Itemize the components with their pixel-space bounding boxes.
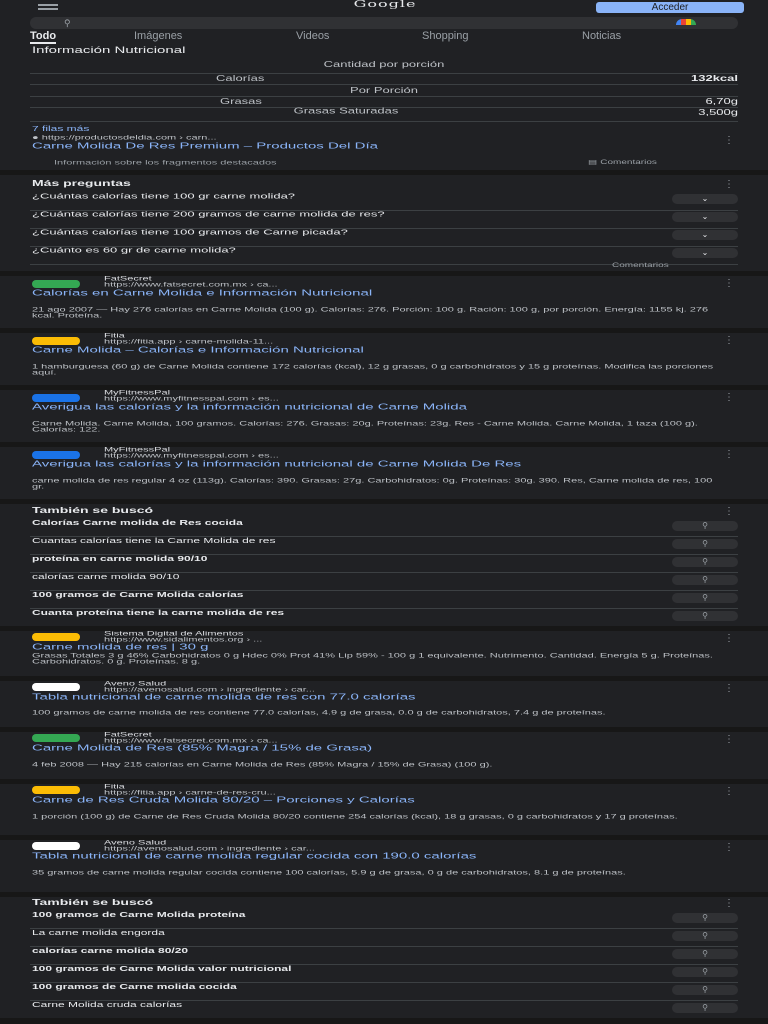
- search-result: [0, 840, 768, 892]
- signin-button[interactable]: Acceder: [596, 2, 744, 13]
- featured-info-link[interactable]: Información sobre los fragmentos destacados: [54, 159, 277, 167]
- result-site[interactable]: MyFitnessPal https://www.myfitnesspal.com › es...: [104, 389, 279, 403]
- result-title[interactable]: Carne Molida de Res (85% Magra / 15% de Grasa): [32, 743, 373, 753]
- result-site[interactable]: Aveno Salud https://avenosalud.com › ingrediente › car...: [104, 839, 315, 853]
- related-search-item[interactable]: La carne molida engorda ⚲: [30, 928, 738, 947]
- search-result: [0, 631, 768, 676]
- menu-icon[interactable]: [38, 4, 58, 10]
- paa-question[interactable]: ¿Cuántas calorías tiene 100 gramos de Carne picada? ⌄: [30, 228, 738, 247]
- result-snippet: Carne Molida. Carne Molida, 100 gramos. Calorías: 276. Grasas: 20g. Proteínas: 23g. Res - Carne Molida. Carne Molida, 1 taza (100 g). Calorías: 122.: [32, 420, 698, 434]
- site-favicon-icon: [32, 786, 80, 794]
- nutrition-row-calories: [30, 74, 738, 85]
- search-result: [0, 276, 768, 328]
- section-separator: [0, 170, 768, 175]
- search-icon: ⚲: [672, 539, 738, 549]
- web-icon: ●: [32, 134, 42, 142]
- related-heading: También se buscó: [32, 505, 154, 515]
- search-icon: ⚲: [672, 1003, 738, 1013]
- result-snippet: carne molida de res regular 4 oz (113g). Calorías: 390. Grasas: 27g. Carbohidratos: 0g. Proteínas: 30g. 390. Res, Carne molida de res, 100 gr.: [32, 477, 713, 491]
- search-icon: ⚲: [672, 557, 738, 567]
- search-tabs: [30, 31, 738, 42]
- search-icon: ⚲: [672, 611, 738, 621]
- nutrition-label: Por Porción: [350, 85, 418, 95]
- result-site[interactable]: Aveno Salud https://avenosalud.com › ingrediente › car...: [104, 680, 315, 694]
- site-favicon-icon: [32, 337, 80, 345]
- chevron-down-icon[interactable]: ⌄: [672, 230, 738, 240]
- search-icon: ⚲: [672, 931, 738, 941]
- site-favicon-icon: [32, 280, 80, 288]
- search-result: [0, 447, 768, 499]
- section-separator: [0, 1018, 768, 1024]
- result-site[interactable]: FatSecret https://www.fatsecret.com.mx › ca...: [104, 275, 278, 289]
- chevron-down-icon[interactable]: ⌄: [672, 212, 738, 222]
- paa-question[interactable]: ¿Cuánto es 60 gr de carne molida? ⌄: [30, 246, 738, 265]
- tab-videos[interactable]: Videos: [296, 30, 330, 42]
- nutrition-value: 6,70g: [705, 96, 738, 106]
- search-icon: ⚲: [672, 967, 738, 977]
- search-icon: ⚲: [672, 985, 738, 995]
- related-search-item[interactable]: 100 gramos de Carne Molida proteína ⚲: [30, 910, 738, 929]
- related-search-item[interactable]: Carne Molida cruda calorías ⚲: [30, 1000, 738, 1018]
- tab-noticias[interactable]: Noticias: [582, 30, 622, 42]
- search-icon: ⚲: [672, 913, 738, 923]
- more-vert-icon[interactable]: ⋮: [724, 683, 734, 694]
- more-vert-icon[interactable]: ⋮: [724, 335, 734, 346]
- result-site[interactable]: Fitia https://fitia.app › carne-de-res-cru...: [104, 783, 276, 797]
- more-vert-icon[interactable]: ⋮: [724, 135, 734, 146]
- chevron-down-icon[interactable]: ⌄: [672, 194, 738, 204]
- result-title[interactable]: Carne molida de res | 30 g: [32, 642, 209, 652]
- related-search-item[interactable]: 100 gramos de Carne molida cocida ⚲: [30, 982, 738, 1001]
- site-favicon-icon: [32, 451, 80, 459]
- result-site[interactable]: Fitia https://fitia.app › carne-molida-11...: [104, 332, 274, 346]
- result-site[interactable]: Sistema Digital de Alimentos https://www.sidalimentos.org › ...: [104, 630, 263, 644]
- related-search-item[interactable]: calorías carne molida 90/10 ⚲: [30, 572, 738, 591]
- nutrition-label: Grasas Saturadas: [293, 106, 399, 116]
- search-icon: ⚲: [64, 18, 71, 28]
- site-favicon-icon: [32, 734, 80, 742]
- result-snippet: 1 hamburguesa (60 g) de Carne Molida contiene 172 calorías (kcal), 12 g grasas, 0 g carbohidratos y 15 g proteínas. Modifica las porciones aquí.: [32, 363, 714, 377]
- related-search-item[interactable]: Cuantas calorías tiene la Carne Molida de res ⚲: [30, 536, 738, 555]
- result-title[interactable]: Averigua las calorías y la información nutricional de Carne Molida De Res: [32, 459, 522, 469]
- nutrition-column-header: Cantidad por porción: [323, 59, 445, 69]
- result-snippet: 1 porción (100 g) de Carne de Res Cruda Molida 80/20 contiene 254 calorías (kcal), 18 g grasas, 0 g carbohidratos y 17 g proteínas.: [32, 813, 678, 821]
- more-vert-icon[interactable]: ⋮: [724, 506, 734, 517]
- nutrition-value: 3,500g: [698, 107, 738, 117]
- more-vert-icon[interactable]: ⋮: [724, 278, 734, 289]
- result-site[interactable]: FatSecret https://www.fatsecret.com.mx › ca...: [104, 731, 278, 745]
- result-snippet: 35 gramos de carne molida regular cocida contiene 100 calorías, 5.9 g de grasa, 0 g de carbohidratos, 8.1 g de proteínas.: [32, 869, 626, 877]
- section-separator: [0, 499, 768, 504]
- result-title[interactable]: Averigua las calorías y la información nutricional de Carne Molida: [32, 402, 467, 412]
- search-icon: ⚲: [672, 521, 738, 531]
- related-search-item[interactable]: 100 gramos de Carne Molida calorías ⚲: [30, 590, 738, 609]
- more-vert-icon[interactable]: ⋮: [724, 842, 734, 853]
- feedback-icon: ▤: [588, 159, 601, 166]
- featured-source[interactable]: ● https://productosdeldia.com › carn...: [32, 134, 217, 142]
- featured-feedback-link[interactable]: ▤ Comentarios: [588, 159, 657, 166]
- result-snippet: 100 gramos de carne molida de res contiene 77.0 calorías, 4.9 g de grasa, 0.0 g de carbohidratos, 7.4 g de proteínas.: [32, 709, 606, 717]
- nutrition-row-per-portion: [30, 86, 738, 97]
- tab-shopping[interactable]: Shopping: [422, 30, 469, 42]
- nutrition-title: Información Nutricional: [32, 45, 186, 56]
- site-favicon-icon: [32, 633, 80, 641]
- top-bar: [0, 0, 768, 16]
- search-icon: ⚲: [672, 949, 738, 959]
- more-vert-icon[interactable]: ⋮: [724, 786, 734, 797]
- site-favicon-icon: [32, 683, 80, 691]
- site-favicon-icon: [32, 842, 80, 850]
- search-result: [0, 784, 768, 835]
- related-search-item[interactable]: Calorías Carne molida de Res cocida ⚲: [30, 518, 738, 537]
- search-result: [0, 681, 768, 727]
- more-vert-icon[interactable]: ⋮: [724, 392, 734, 403]
- result-site[interactable]: MyFitnessPal https://www.myfitnesspal.com › es...: [104, 446, 279, 460]
- result-title[interactable]: Carne Molida – Calorías e Información Nutricional: [32, 345, 364, 355]
- site-favicon-icon: [32, 394, 80, 402]
- google-lens-icon[interactable]: [676, 19, 696, 25]
- search-result: [0, 390, 768, 442]
- nutrition-value: 132kcal: [691, 73, 738, 83]
- more-vert-icon[interactable]: ⋮: [724, 633, 734, 644]
- nutrition-header-row: [30, 60, 738, 74]
- nutrition-row-saturated-fat: [30, 108, 738, 122]
- related-search-item[interactable]: 100 gramos de Carne Molida valor nutricional ⚲: [30, 964, 738, 983]
- chevron-down-icon[interactable]: ⌄: [672, 248, 738, 258]
- result-title[interactable]: Calorías en Carne Molida e Información Nutricional: [32, 288, 373, 298]
- more-vert-icon[interactable]: ⋮: [724, 734, 734, 745]
- nutrition-label: Grasas: [220, 96, 262, 106]
- search-result: [0, 732, 768, 779]
- result-title[interactable]: Carne de Res Cruda Molida 80/20 – Porciones y Calorías: [32, 795, 415, 805]
- google-logo[interactable]: Google: [353, 0, 417, 10]
- related-search-item[interactable]: calorías carne molida 80/20 ⚲: [30, 946, 738, 965]
- nutrition-label: Calorías: [216, 73, 265, 83]
- tab-todo[interactable]: Todo: [30, 30, 57, 42]
- search-input[interactable]: [30, 17, 738, 29]
- tab-imagenes[interactable]: Imágenes: [134, 30, 183, 42]
- more-vert-icon[interactable]: ⋮: [724, 449, 734, 460]
- search-icon: ⚲: [672, 575, 738, 585]
- more-rows-link[interactable]: 7 filas más: [32, 124, 90, 133]
- result-snippet: 4 feb 2008 — Hay 215 calorías en Carne Molida de Res (85% Magra / 15% de Grasa) (100 g).: [32, 761, 493, 769]
- search-icon: ⚲: [672, 593, 738, 603]
- featured-title[interactable]: Carne Molida De Res Premium – Productos Del Día: [32, 141, 378, 151]
- paa-feedback-link[interactable]: Comentarios: [612, 262, 669, 269]
- search-result: [0, 333, 768, 385]
- related-heading: También se buscó: [32, 897, 154, 907]
- more-vert-icon[interactable]: ⋮: [724, 898, 734, 909]
- related-search-item[interactable]: proteína en carne molida 90/10 ⚲: [30, 554, 738, 573]
- related-search-item[interactable]: Cuanta proteína tiene la carne molida de res ⚲: [30, 608, 738, 626]
- more-vert-icon[interactable]: ⋮: [724, 179, 734, 190]
- paa-question[interactable]: ¿Cuántas calorías tiene 100 gr carne molida? ⌄: [30, 192, 738, 211]
- result-snippet: 21 ago 2007 — Hay 276 calorías en Carne Molida (100 g). Calorías: 276. Porción: 100 g. Ración: 100 g, por porción. Energía: 1155 kj. 276 kcal. Proteína.: [32, 306, 709, 320]
- paa-question[interactable]: ¿Cuántas calorías tiene 200 gramos de carne molida de res? ⌄: [30, 210, 738, 229]
- paa-heading: Más preguntas: [32, 178, 131, 188]
- result-snippet: Grasas Totales 3 g 46% Carbohidratos 0 g Hdec 0% Prot 41% Lip 59% - 100 g 1 equivalente. Nutrimento. Cantidad. Energía 5 g. Proteínas. Carbohidratos. 0 g. Proteínas. 8 g.: [32, 652, 713, 666]
- result-title[interactable]: Tabla nutricional de carne molida regular cocida con 190.0 calorías: [32, 851, 477, 861]
- result-title[interactable]: Tabla nutricional de carne molida de res con 77.0 calorías: [32, 692, 416, 702]
